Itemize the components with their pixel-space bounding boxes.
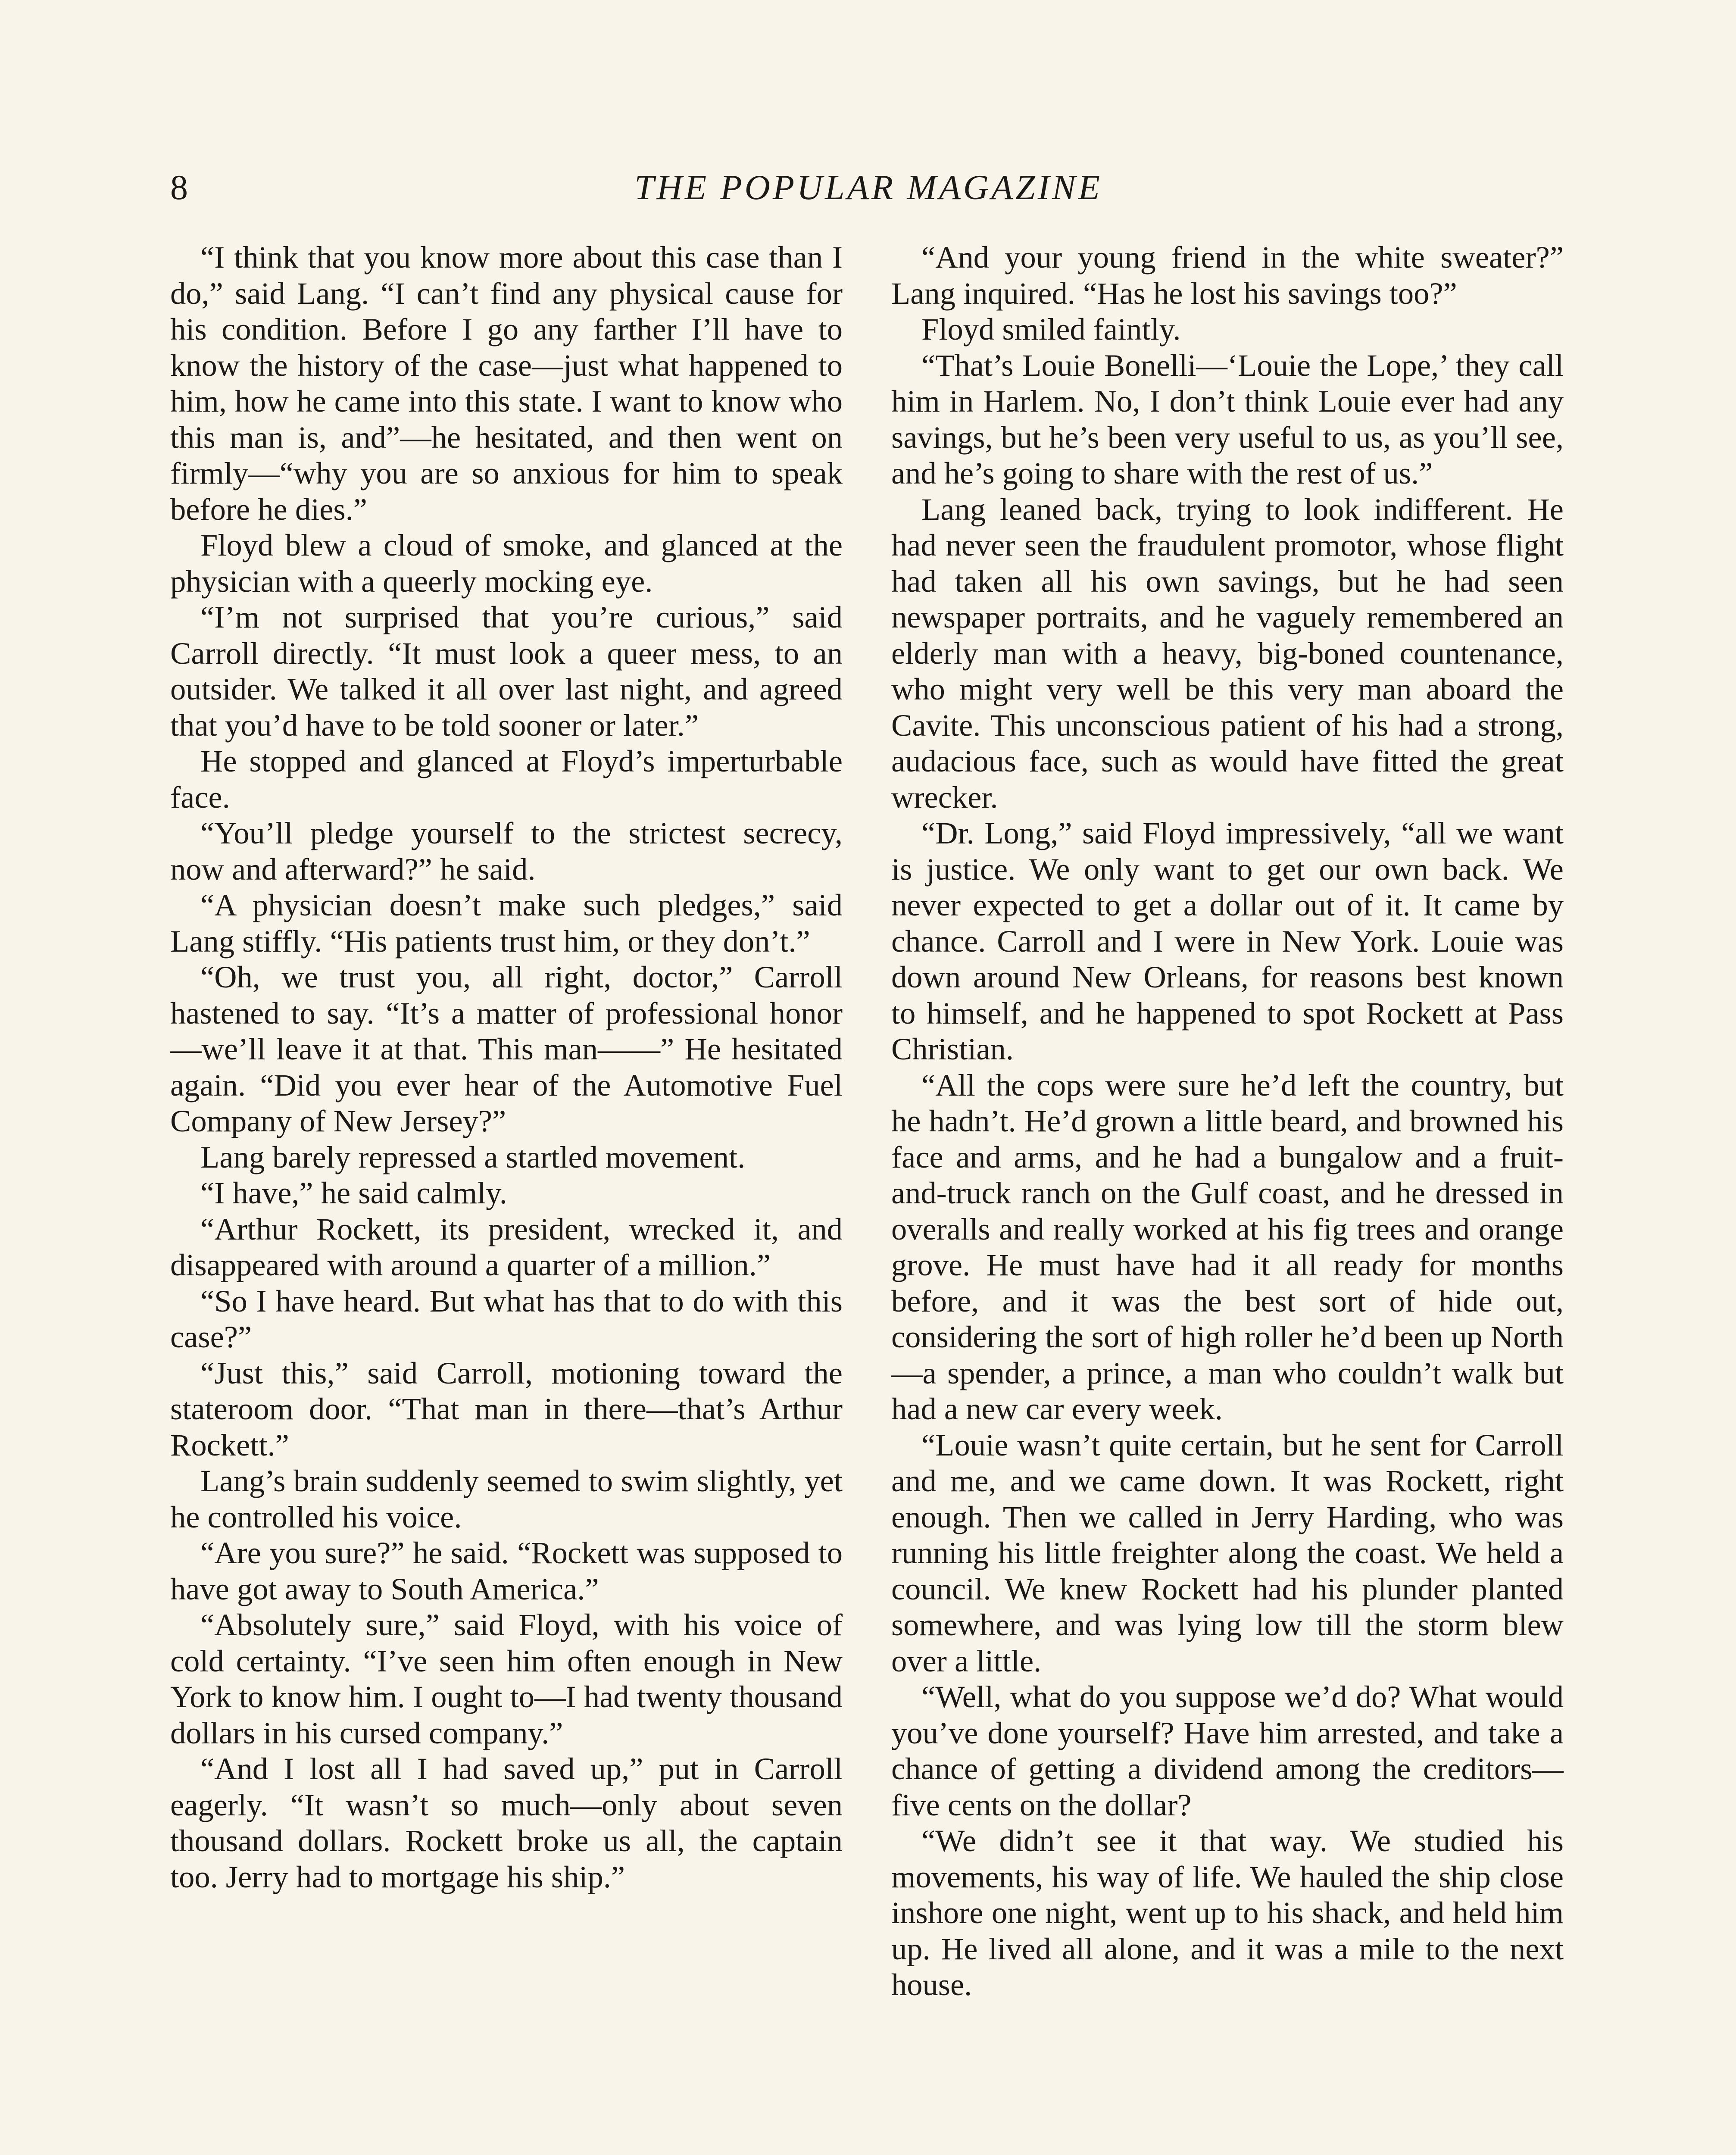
paragraph: “That’s Louie Bonelli—‘Louie the Lope,’ they call him in Harlem. No, I don’t think Louie ever had any savings, but he’s been very useful to us, as you’ll see, and he’s going to share with the rest of us.” xyxy=(891,347,1564,490)
paragraph: “I have,” he said calmly. xyxy=(200,1175,507,1210)
paragraph: “Just this,” said Carroll, motioning toward the stateroom door. “That man in there—that’s Arthur Rockett.” xyxy=(170,1355,843,1462)
paragraph: “You’ll pledge yourself to the strictest secrecy, now and afterward?” he said. xyxy=(170,815,843,887)
paragraph: Floyd smiled faintly. xyxy=(921,312,1181,347)
paragraph: “All the cops were sure he’d left the country, but he hadn’t. He’d grown a little beard, and browned his face and arms, and he had a bungalow and a fruit-and-truck ranch on the Gulf coast, and he dressed in overalls and really worked at his fig trees and orange grove. He must have had it all ready for months before, and it was the best sort of hide out, considering the sort of high roller he’d been up North—a spender, a prince, a man who couldn’t walk but had a new car every week. xyxy=(891,1067,1564,1426)
paragraph: “Well, what do you suppose we’d do? What would you’ve done yourself? Have him arrested, and take a chance of getting a dividend among the creditors—five cents on the dollar? xyxy=(891,1679,1564,1822)
paragraph: “Are you sure?” he said. “Rockett was supposed to have got away to South America.” xyxy=(170,1535,843,1606)
paragraph: “And your young friend in the white sweater?” Lang inquired. “Has he lost his savings too?” xyxy=(891,240,1564,311)
paragraph: Lang barely repressed a startled movement. xyxy=(200,1139,746,1174)
text-column-right xyxy=(891,239,1564,2003)
paragraph: Floyd blew a cloud of smoke, and glanced at the physician with a queerly mocking eye. xyxy=(170,528,843,599)
paragraph: “So I have heard. But what has that to do with this case?” xyxy=(170,1283,843,1354)
paragraph: “Absolutely sure,” said Floyd, with his voice of cold certainty. “I’ve seen him often enough in New York to know him. I ought to—I had twenty thousand dollars in his cursed company.” xyxy=(170,1607,843,1750)
paragraph: Lang leaned back, trying to look indifferent. He had never seen the fraudulent promotor, whose flight had taken all his own savings, but he had seen newspaper portraits, and he vaguely remembered an elderly man with a heavy, big-boned countenance, who might very well be this very man aboard the Cavite. This unconscious patient of his had a strong, audacious face, such as would have fitted the great wrecker. xyxy=(891,491,1564,815)
running-head-title: THE POPULAR MAGAZINE xyxy=(634,168,1102,207)
paragraph: “Louie wasn’t quite certain, but he sent for Carroll and me, and we came down. It was Rockett, right enough. Then we called in Jerry Harding, who was running his little freighter along the coast. We held a council. We knew Rockett had his plunder planted somewhere, and was lying low till the storm blew over a little. xyxy=(891,1427,1564,1678)
paragraph: “A physician doesn’t make such pledges,” said Lang stiffly. “His patients trust him, or they don’t.” xyxy=(170,887,843,959)
page-header xyxy=(170,164,1567,211)
paragraph: “I think that you know more about this case than I do,” said Lang. “I can’t find any physical cause for his condition. Before I go any farther I’ll have to know the history of the case—just what happened to him, how he came into this state. I want to know who this man is, and”—he hesitated, and then went on firmly—“why you are so anxious for him to speak before he dies.” xyxy=(170,240,843,527)
paragraph: “Oh, we trust you, all right, doctor,” Carroll hastened to say. “It’s a matter of professional honor—we’ll leave it at that. This man——” He hesitated again. “Did you ever hear of the Automotive Fuel Company of New Jersey?” xyxy=(170,959,843,1138)
paragraph: “And I lost all I had saved up,” put in Carroll eagerly. “It wasn’t so much—only about seven thousand dollars. Rockett broke us all, the captain too. Jerry had to mortgage his ship.” xyxy=(170,1751,843,1894)
paragraph: “I’m not surprised that you’re curious,” said Carroll directly. “It must look a queer mess, to an outsider. We talked it all over last night, and agreed that you’d have to be told sooner or later.” xyxy=(170,600,843,743)
paragraph: “Dr. Long,” said Floyd impressively, “all we want is justice. We only want to get our own back. We never expected to get a dollar out of it. It came by chance. Carroll and I were in New York. Louie was down around New Orleans, for reasons best known to himself, and he happened to spot Rockett at Pass Christian. xyxy=(891,815,1564,1066)
paragraph: Lang’s brain suddenly seemed to swim slightly, yet he controlled his voice. xyxy=(170,1463,843,1534)
paragraph: “Arthur Rockett, its president, wrecked it, and disappeared with around a quarter of a million.” xyxy=(170,1211,843,1282)
page-number: 8 xyxy=(170,168,188,207)
text-column-left xyxy=(170,239,843,1895)
paragraph: “We didn’t see it that way. We studied his movements, his way of life. We hauled the ship close inshore one night, went up to his shack, and held him up. He lived all alone, and it was a mile to the next house. xyxy=(891,1823,1564,2002)
paragraph: He stopped and glanced at Floyd’s imperturbable face. xyxy=(170,743,843,815)
